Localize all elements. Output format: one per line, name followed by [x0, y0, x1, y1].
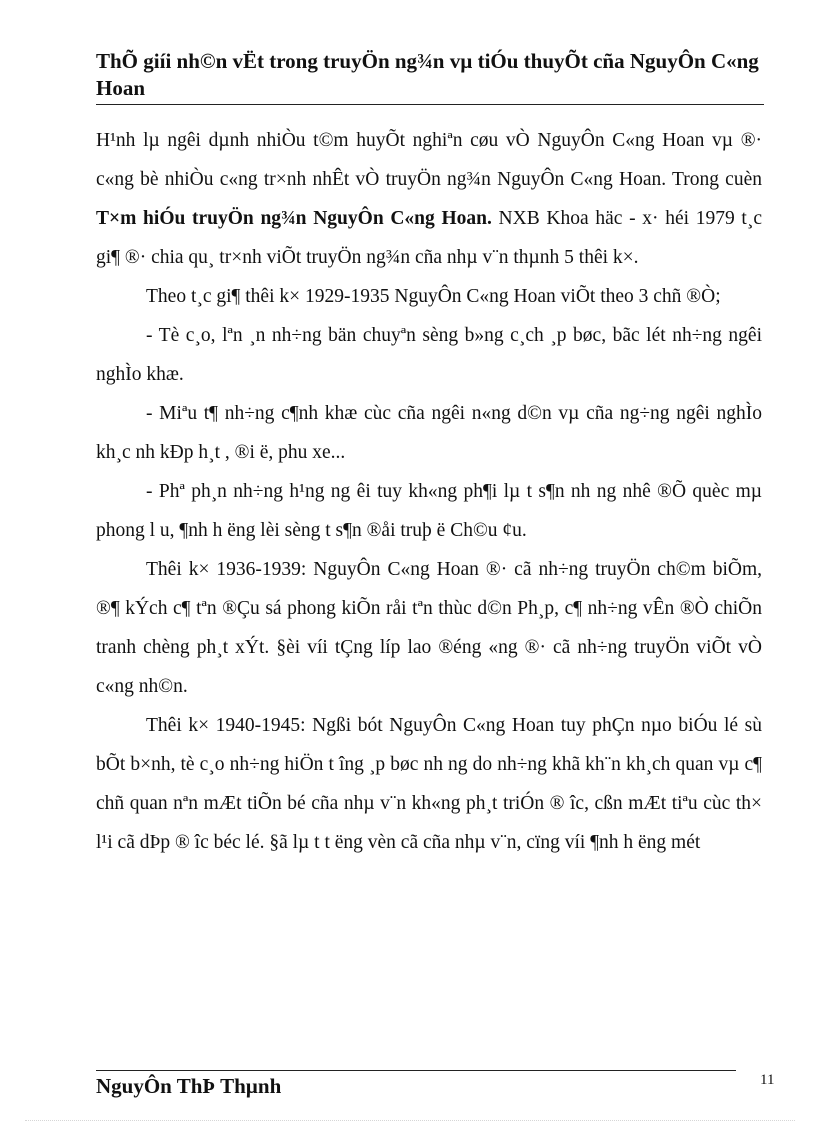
paragraph-3: - Tè c¸o, lªn ¸n nh÷ng bän chuyªn sèng b»ng c¸ch ¸p bøc, bãc lét nh÷ng ngêi nghÌo khæ. — [96, 325, 762, 385]
paragraph-2: Theo t¸c gi¶ thêi k× 1929-1935 NguyÔn C«ng Hoan viÕt theo 3 chñ ®Ò; — [146, 286, 721, 307]
footer-author: NguyÔn ThÞ Thµnh — [96, 1074, 282, 1098]
paragraph-6: Thêi k× 1936-1939: NguyÔn C«ng Hoan ®· cã nh÷ng truyÖn ch©m biÕm, ®¶ kÝch c¶ tªn ®Çu sá phong kiÕn råi tªn thùc d©n Ph¸p, c¶ nh÷ng vÊn ®Ò chiÕn tranh chèng ph¸t xÝt. §èi víi tÇng líp lao ®éng «ng ®· cã nh÷ng truyÖn viÕt vÒ c«ng nh©n. — [96, 559, 762, 697]
paragraph-4: - Miªu t¶ nh÷ng c¶nh khæ cùc cña ngêi n«ng d©n vµ cña ng÷ng ngêi nghÌo kh¸c nh kÐp h¸t , ®i ë, phu xe... — [96, 403, 762, 463]
paragraph-7: Thêi k× 1940-1945: Ngßi bót NguyÔn C«ng Hoan tuy phÇn nµo biÓu lé sù bÕt b×nh, tè c¸o nh÷ng hiÖn t îng ¸p bøc nh ng do nh÷ng khã kh¨n kh¸ch quan vµ c¶ chñ quan nªn mÆt tiÕn bé cña nhµ v¨n kh«ng ph¸t triÓn ® îc, cßn mÆt tiªu cùc th× l¹i cã dÞp ® îc béc lé. §ã lµ t t ëng vèn cã cña nhµ v¨n, cïng víi ¶nh h ëng mét — [96, 715, 762, 853]
header-divider — [96, 104, 764, 105]
book-title: T×m hiÓu truyÖn ng¾n NguyÔn C«ng Hoan. — [96, 208, 492, 229]
page-edge — [25, 1120, 795, 1121]
paragraph-5: - Phª ph¸n nh÷ng h¹ng ng êi tuy kh«ng ph¶i lµ t s¶n nh ng nhê ®Õ quèc mµ phong l u, ¶nh h ëng lèi sèng t s¶n ®åi truþ ë Ch©u ¢u. — [96, 481, 762, 541]
document-body — [96, 121, 762, 862]
page-number: 11 — [760, 1072, 775, 1088]
paragraph-1 — [96, 121, 762, 277]
paragraph-1-text-start: H¹nh lµ ngêi dµnh nhiÒu t©m huyÕt nghiªn cøu vÒ NguyÔn C«ng Hoan vµ ®· c«ng bè nhiÒu c«ng tr×nh nhÊt vÒ truyÖn ng¾n NguyÔn C«ng Hoan. Trong cuèn — [96, 130, 762, 190]
page-header-title: ThÕ giíi nh©n vËt trong truyÖn ng¾n vµ tiÓu thuyÕt cña NguyÔn C«ng Hoan — [96, 49, 759, 100]
paragraph-1-text-end: NXB Khoa häc - x· héi 1979 t¸c gi¶ ®· chia qu¸ tr×nh viÕt truyÖn ng¾n cña nhµ v¨n thµnh 5 thêi k×. — [96, 208, 762, 268]
footer-divider — [96, 1070, 736, 1071]
